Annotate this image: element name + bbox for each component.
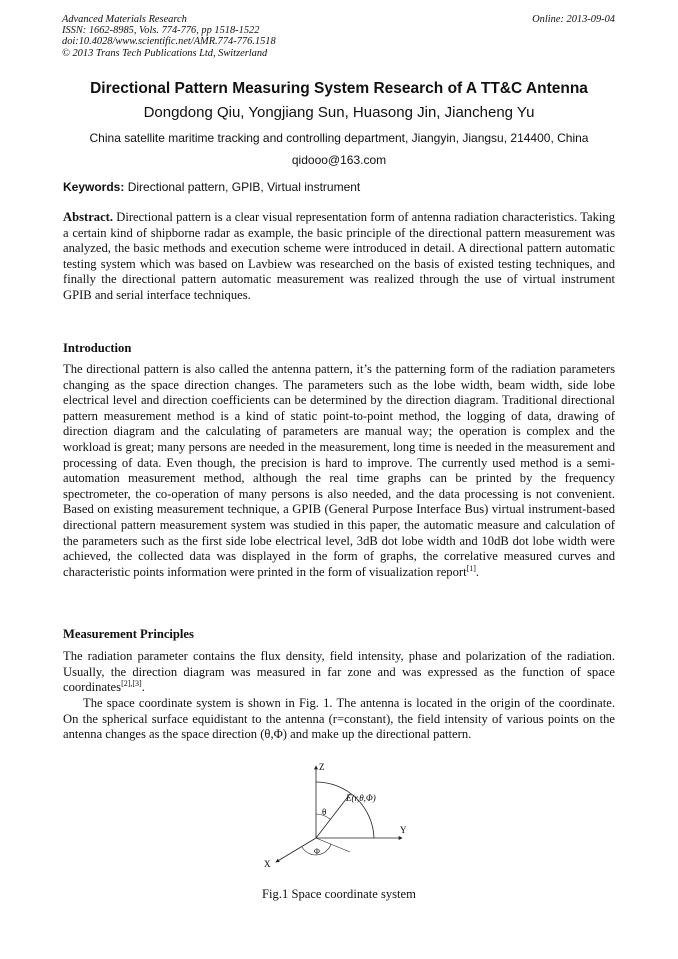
affiliation: China satellite maritime tracking and controlling department, Jiangyin, Jiangsu, 214400, China [89,131,589,145]
keywords-text: Directional pattern, GPIB, Virtual instrument [127,180,361,194]
z-label: Z [319,762,325,772]
y-label: Y [400,825,407,835]
field-label: E(r,θ,Φ) [346,793,376,803]
x-label: X [264,859,271,869]
author-email: qidooo@163.com [291,153,387,167]
online-date: Online: 2013-09-04 [532,14,615,25]
keywords-label: Keywords: [63,180,125,194]
author-list: Dongdong Qiu, Yongjiang Sun, Huasong Jin, Jiancheng Yu [143,104,535,121]
keywords [63,180,360,194]
principles-end-1: . [141,680,145,695]
abstract-label: Abstract. [63,210,114,224]
principles-text-1: The radiation parameter contains the flux density, field intensity, phase and polarization of the radiation. Usually, the direction diagram was measured in far zone and was expressed as the function of space coordinates [63,649,615,695]
phi-label: Φ [314,847,320,856]
journal-doi: doi:10.4028/www.scientific.net/AMR.774-776.1518 [62,36,276,48]
introduction-end: . [475,564,480,579]
principles-paragraph-1 [63,649,615,696]
principles-paragraph-2: The space coordinate system is shown in Fig. 1. The antenna is located in the origin of the coordinate. On the spherical surface equidistant to the antenna (r=constant), the field intensity of various points on the antenna changes as the space direction (θ,Φ) and make up the directional pattern. [63,696,615,742]
journal-header [62,14,276,59]
principles-ref: [2],[3] [121,679,142,688]
projection-line [316,838,350,852]
space-coordinate-figure [250,760,430,882]
figure-caption: Fig.1 Space coordinate system [262,887,416,901]
introduction-text: The directional pattern is also called the antenna pattern, it’s the patterning form of the radiation parameters changing as the space direction changes. The parameters such as the lobe width, beam width, side lobe electrical level and direction coefficients can be determined by the direction diagram. Traditional directional pattern measurement method is a kind of static point-to-point method, the logging of data, drawing of direction diagram and the calculating of parameters are manual way; the operation is complex and the workload is great; many persons are needed in the measurement, long time is needed in the measurement and processing of data. Even though, the precision is hard to improve. The currently used method is a semi-automation measurement method, although the real time graphs can be printed by the frequency spectrometer, the co-operation of many persons is also needed, and the data processing is not convenient. Based on existing measurement technique, a GPIB (General Purpose Interface Bus) virtual instrument-based directional pattern measurement system was studied in this paper, the automatic measure and calculation of the parameters such as the first side lobe electrical level, 3dB dot lobe width and 10dB dot lobe width were achieved, the collected data was displayed in the form of graphs, the correlative measured curves and characteristic points information were printed in the form of visualization report [63,362,615,579]
introduction-ref: [1] [466,563,476,573]
introduction-paragraph [63,362,615,580]
abstract-text: Directional pattern is a clear visual representation form of antenna radiation characteristics. Taking a certain kind of shipborne radar as example, the basic principle of the directional pattern measurement was analyzed, the basic methods and execution scheme were introduced in detail. A directional pattern automatic testing system which was based on Lavbiew was researched on the basis of existed testing techniques, and finally the directional pattern automatic measurement was realized through the use of virtual instrument GPIB and serial interface techniques. [63,210,615,302]
paper-title: Directional Pattern Measuring System Research of A TT&C Antenna [90,80,588,97]
x-axis [276,838,316,862]
journal-copyright: © 2013 Trans Tech Publications Ltd, Switzerland [62,47,268,59]
introduction-heading: Introduction [63,341,132,355]
abstract [63,210,615,304]
journal-issn: ISSN: 1662-8985, Vols. 774-776, pp 1518-1522 [62,25,260,37]
theta-label: θ [322,807,327,817]
principles-heading: Measurement Principles [63,627,194,641]
journal-name: Advanced Materials Research [62,14,187,25]
